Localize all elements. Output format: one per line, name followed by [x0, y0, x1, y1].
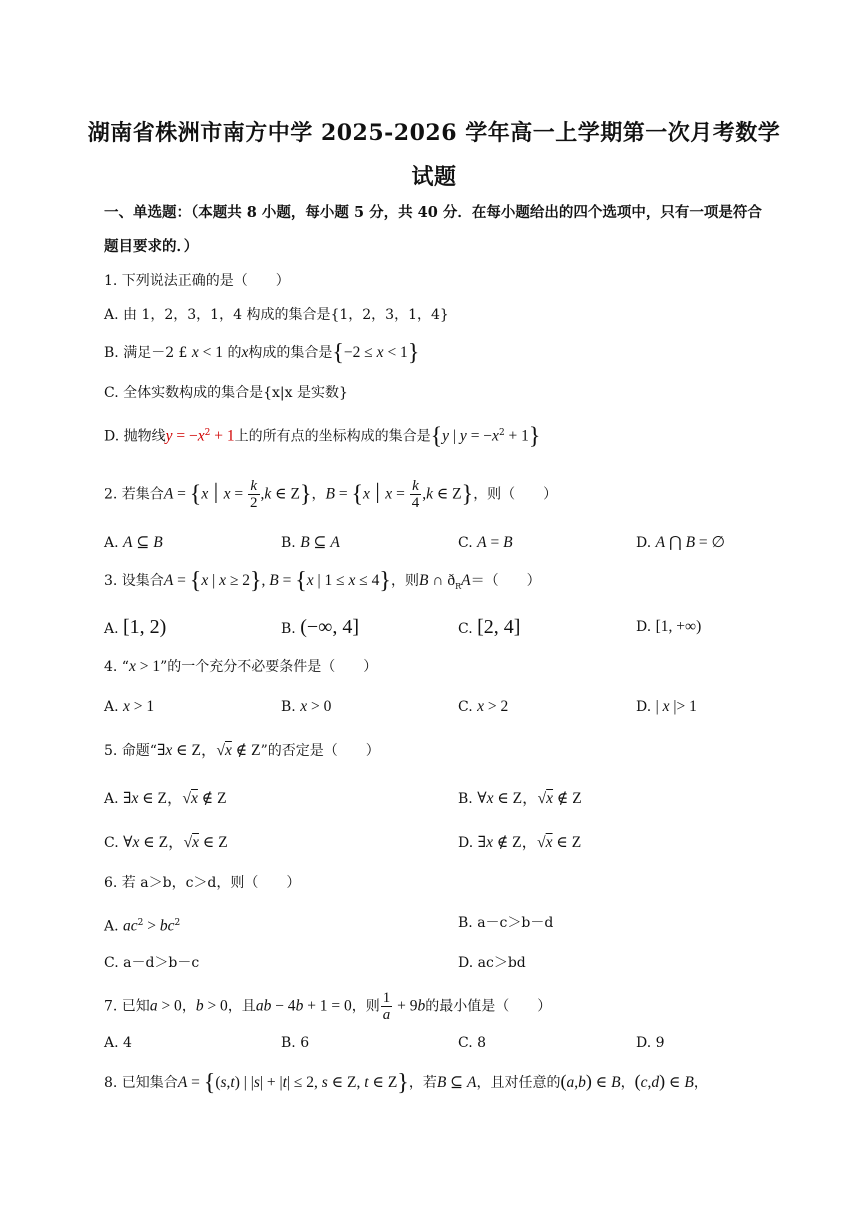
section-heading: 一、单选题：（本题共 8 小题，每小题 5 分，共 40 分．在每小题给出的四个选项中，只有一项是符合题目要求的．）: [104, 204, 762, 255]
question-1-option-d: D. 抛物线$y = -x^2 + 1$上的所有点的坐标构成的集合是{y | $y = -x^2 + 1$}: [104, 423, 541, 450]
question-7-stem: 7. 已知a > 0，b > 0，且ab − 4b + 1 = 0，则 $\frac{1}{a}$ + 9b的最小值是（ ）: [104, 990, 552, 1023]
question-6-option-d: D. ac＞bd: [458, 955, 526, 971]
question-1-option-a: A. 由 1，2，3，1，4 构成的集合是{1，2，3，1，4}: [104, 307, 449, 323]
question-3-option-a: A. [1, 2): [104, 616, 167, 638]
question-4-option-c: C. x > 2: [458, 698, 509, 715]
question-3-option-b: B. (−∞, 4]: [281, 616, 360, 638]
question-7-option-d: D. 9: [636, 1035, 665, 1051]
question-6-option-a: A. $ac^2 > bc^2$: [104, 917, 181, 935]
question-4-option-a: A. x > 1: [104, 698, 155, 715]
question-2-option-c: C. A = B: [458, 534, 513, 551]
question-6-option-c: C. a－d＞b－c: [104, 955, 200, 971]
question-2-option-d: D. A ⋂ B = ∅: [636, 534, 726, 551]
question-4-stem: 4. “x > 1”的一个充分不必要条件是（ ）: [104, 658, 378, 675]
question-6-option-b: B. a－c＞b－d: [458, 915, 554, 931]
question-3-stem: 3. 设集合A = {x | x ≥ 2}, B = {x | 1 ≤ x ≤ 4}，则B ∩ $ð_RA=$（ ）: [104, 568, 541, 594]
question-5-option-a: A. ∃x ∈ Z，√x ∉ Z: [104, 790, 227, 807]
question-4-option-d: D. | x |> 1: [636, 698, 697, 715]
question-1-option-c: C. 全体实数构成的集合是{x|x 是实数}: [104, 385, 348, 401]
question-5-stem: 5. 命题“∃x ∈ Z，√x ∉ Z”的否定是（ ）: [104, 742, 380, 759]
question-8-stem: 8. 已知集合A = {(s,t) | |s| + |t| ≤ 2, s ∈ Z, t ∈ Z}，若B ⊆ A，且对任意的(a,b) ∈ B，(c,d) ∈ B，: [104, 1070, 708, 1096]
question-1-stem: 1. 下列说法正确的是（ ）: [104, 273, 290, 289]
question-7-option-a: A. 4: [104, 1035, 132, 1051]
page-title-line-1: 湖南省株洲市南方中学 2025-2026 学年高一上学期第一次月考数学: [87, 120, 781, 146]
question-7-option-c: C. 8: [458, 1035, 487, 1051]
question-3-option-d: D. [1, +∞): [636, 618, 702, 635]
question-5-option-d: D. ∃x ∉ Z，√x ∈ Z: [458, 834, 582, 851]
question-2-option-a: A. A ⊆ B: [104, 534, 163, 551]
page-title-line-2: 试题: [411, 164, 457, 190]
question-5-option-c: C. ∀x ∈ Z，√x ∈ Z: [104, 834, 228, 851]
question-2-stem: 2. 若集合A = {x | x = $\frac{k}{2}$ ,k ∈ Z}，B = {x | x = $\frac{k}{4}$ ,k ∈ Z}，则（ ）: [104, 478, 558, 511]
question-4-option-b: B. x > 0: [281, 698, 332, 715]
question-6-stem: 6. 若 a＞b，c＞d，则（ ）: [104, 875, 301, 891]
question-5-option-b: B. ∀x ∈ Z，√x ∉ Z: [458, 790, 582, 807]
question-2-option-b: B. B ⊆ A: [281, 534, 340, 551]
question-7-option-b: B. 6: [281, 1035, 310, 1051]
question-3-option-c: C. [2, 4]: [458, 616, 521, 638]
question-1-option-b: B. 满足－2 £ x < 1 的x构成的集合是{−2 ≤ x < 1}: [104, 340, 420, 366]
